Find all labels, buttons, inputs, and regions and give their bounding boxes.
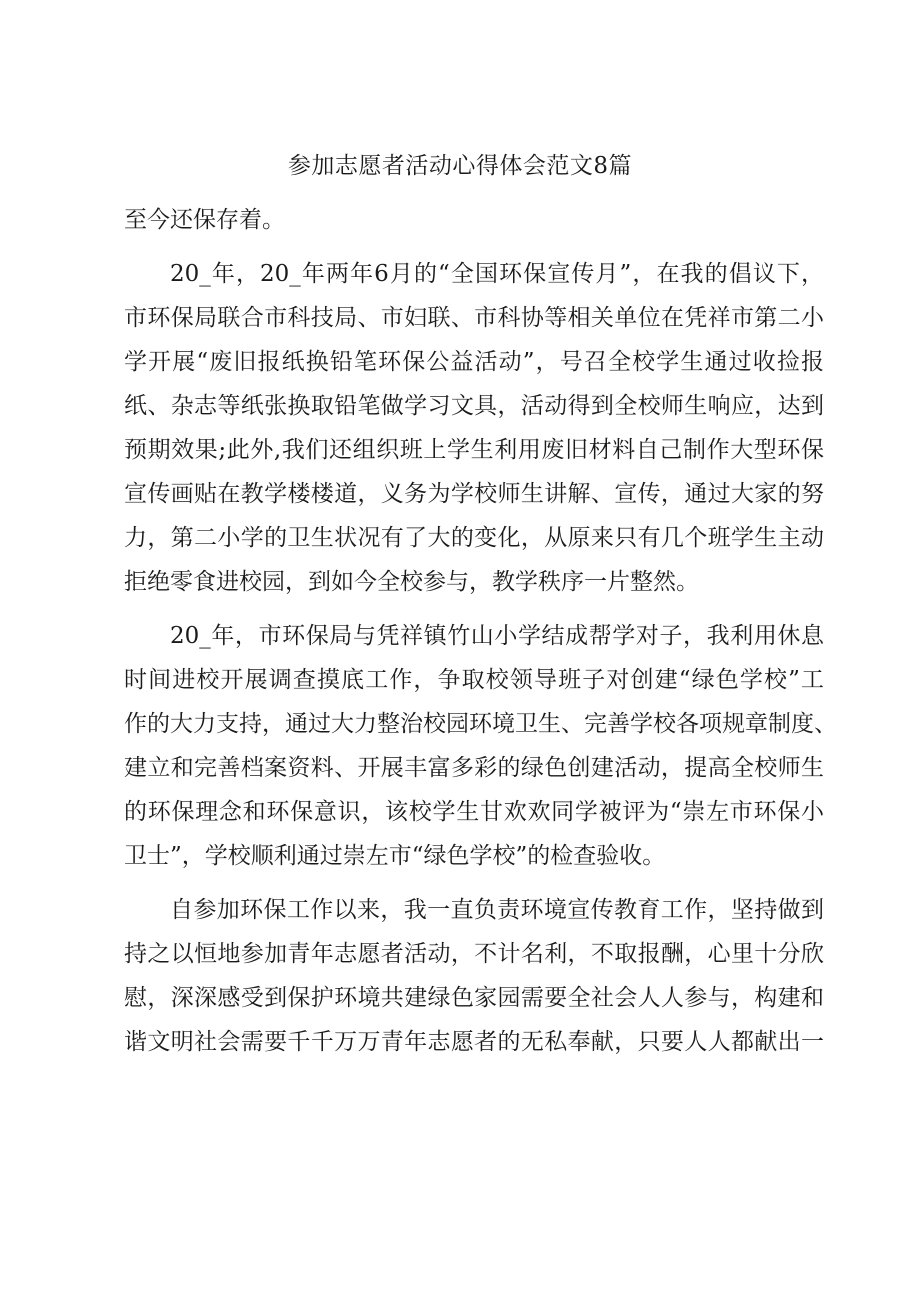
text-line: 力，第二小学的卫生状况有了大的变化，从原来只有几个班学生主动	[124, 525, 824, 551]
text-line: 慰，深深感受到保护环境共建绿色家园需要全社会人人参与，构建和	[124, 985, 824, 1011]
paragraph-gap	[124, 878, 824, 888]
text-line: 至今还保存着。	[124, 207, 285, 233]
text-line: 持之以恒地参加青年志愿者活动，不计名利，不取报酬，心里十分欣	[124, 941, 824, 967]
document-body	[124, 198, 837, 1064]
text-line: 作的大力支持，通过大力整治校园环境卫生、完善学校各项规章制度、	[124, 711, 837, 737]
text-line: 自参加环保工作以来，我一直负责环境宣传教育工作，坚持做到	[170, 897, 824, 923]
paragraph	[124, 198, 824, 242]
text-line: 卫士”，学校顺利通过崇左市“绿色学校”的检查验收。	[124, 843, 666, 869]
text-line: 的环保理念和环保意识，该校学生甘欢欢同学被评为“崇左市环保小	[124, 799, 824, 825]
text-line: 拒绝零食进校园，到如今全校参与，教学秩序一片整然。	[124, 569, 699, 595]
text-line: 学开展“废旧报纸换铅笔环保公益活动”，号召全校学生通过收捡报	[124, 349, 824, 375]
paragraph	[124, 614, 837, 878]
paragraph	[124, 252, 824, 604]
text-line: 时间进校开展调查摸底工作，争取校领导班子对创建“绿色学校”工	[124, 667, 824, 693]
text-line: 宣传画贴在教学楼楼道，义务为学校师生讲解、宣传，通过大家的努	[124, 481, 824, 507]
text-line: 纸、杂志等纸张换取铅笔做学习文具，活动得到全校师生响应，达到	[124, 393, 824, 419]
text-line: 预期效果;此外,我们还组织班上学生利用废旧材料自己制作大型环保	[124, 437, 824, 463]
paragraph-gap	[124, 604, 824, 614]
paragraph-gap	[124, 242, 824, 252]
text-line: 建立和完善档案资料、开展丰富多彩的绿色创建活动，提高全校师生	[124, 755, 824, 781]
text-line: 谐文明社会需要千千万万青年志愿者的无私奉献，只要人人都献出一	[124, 1029, 824, 1055]
text-line: 20_年，市环保局与凭祥镇竹山小学结成帮学对子，我利用休息	[170, 623, 824, 649]
paragraph	[124, 888, 824, 1064]
document-title: 参加志愿者活动心得体会范文8篇	[287, 153, 633, 179]
text-line: 20_年，20_年两年6月的“全国环保宣传月”，在我的倡议下，	[170, 261, 824, 287]
text-line: 市环保局联合市科技局、市妇联、市科协等相关单位在凭祥市第二小	[124, 305, 824, 331]
